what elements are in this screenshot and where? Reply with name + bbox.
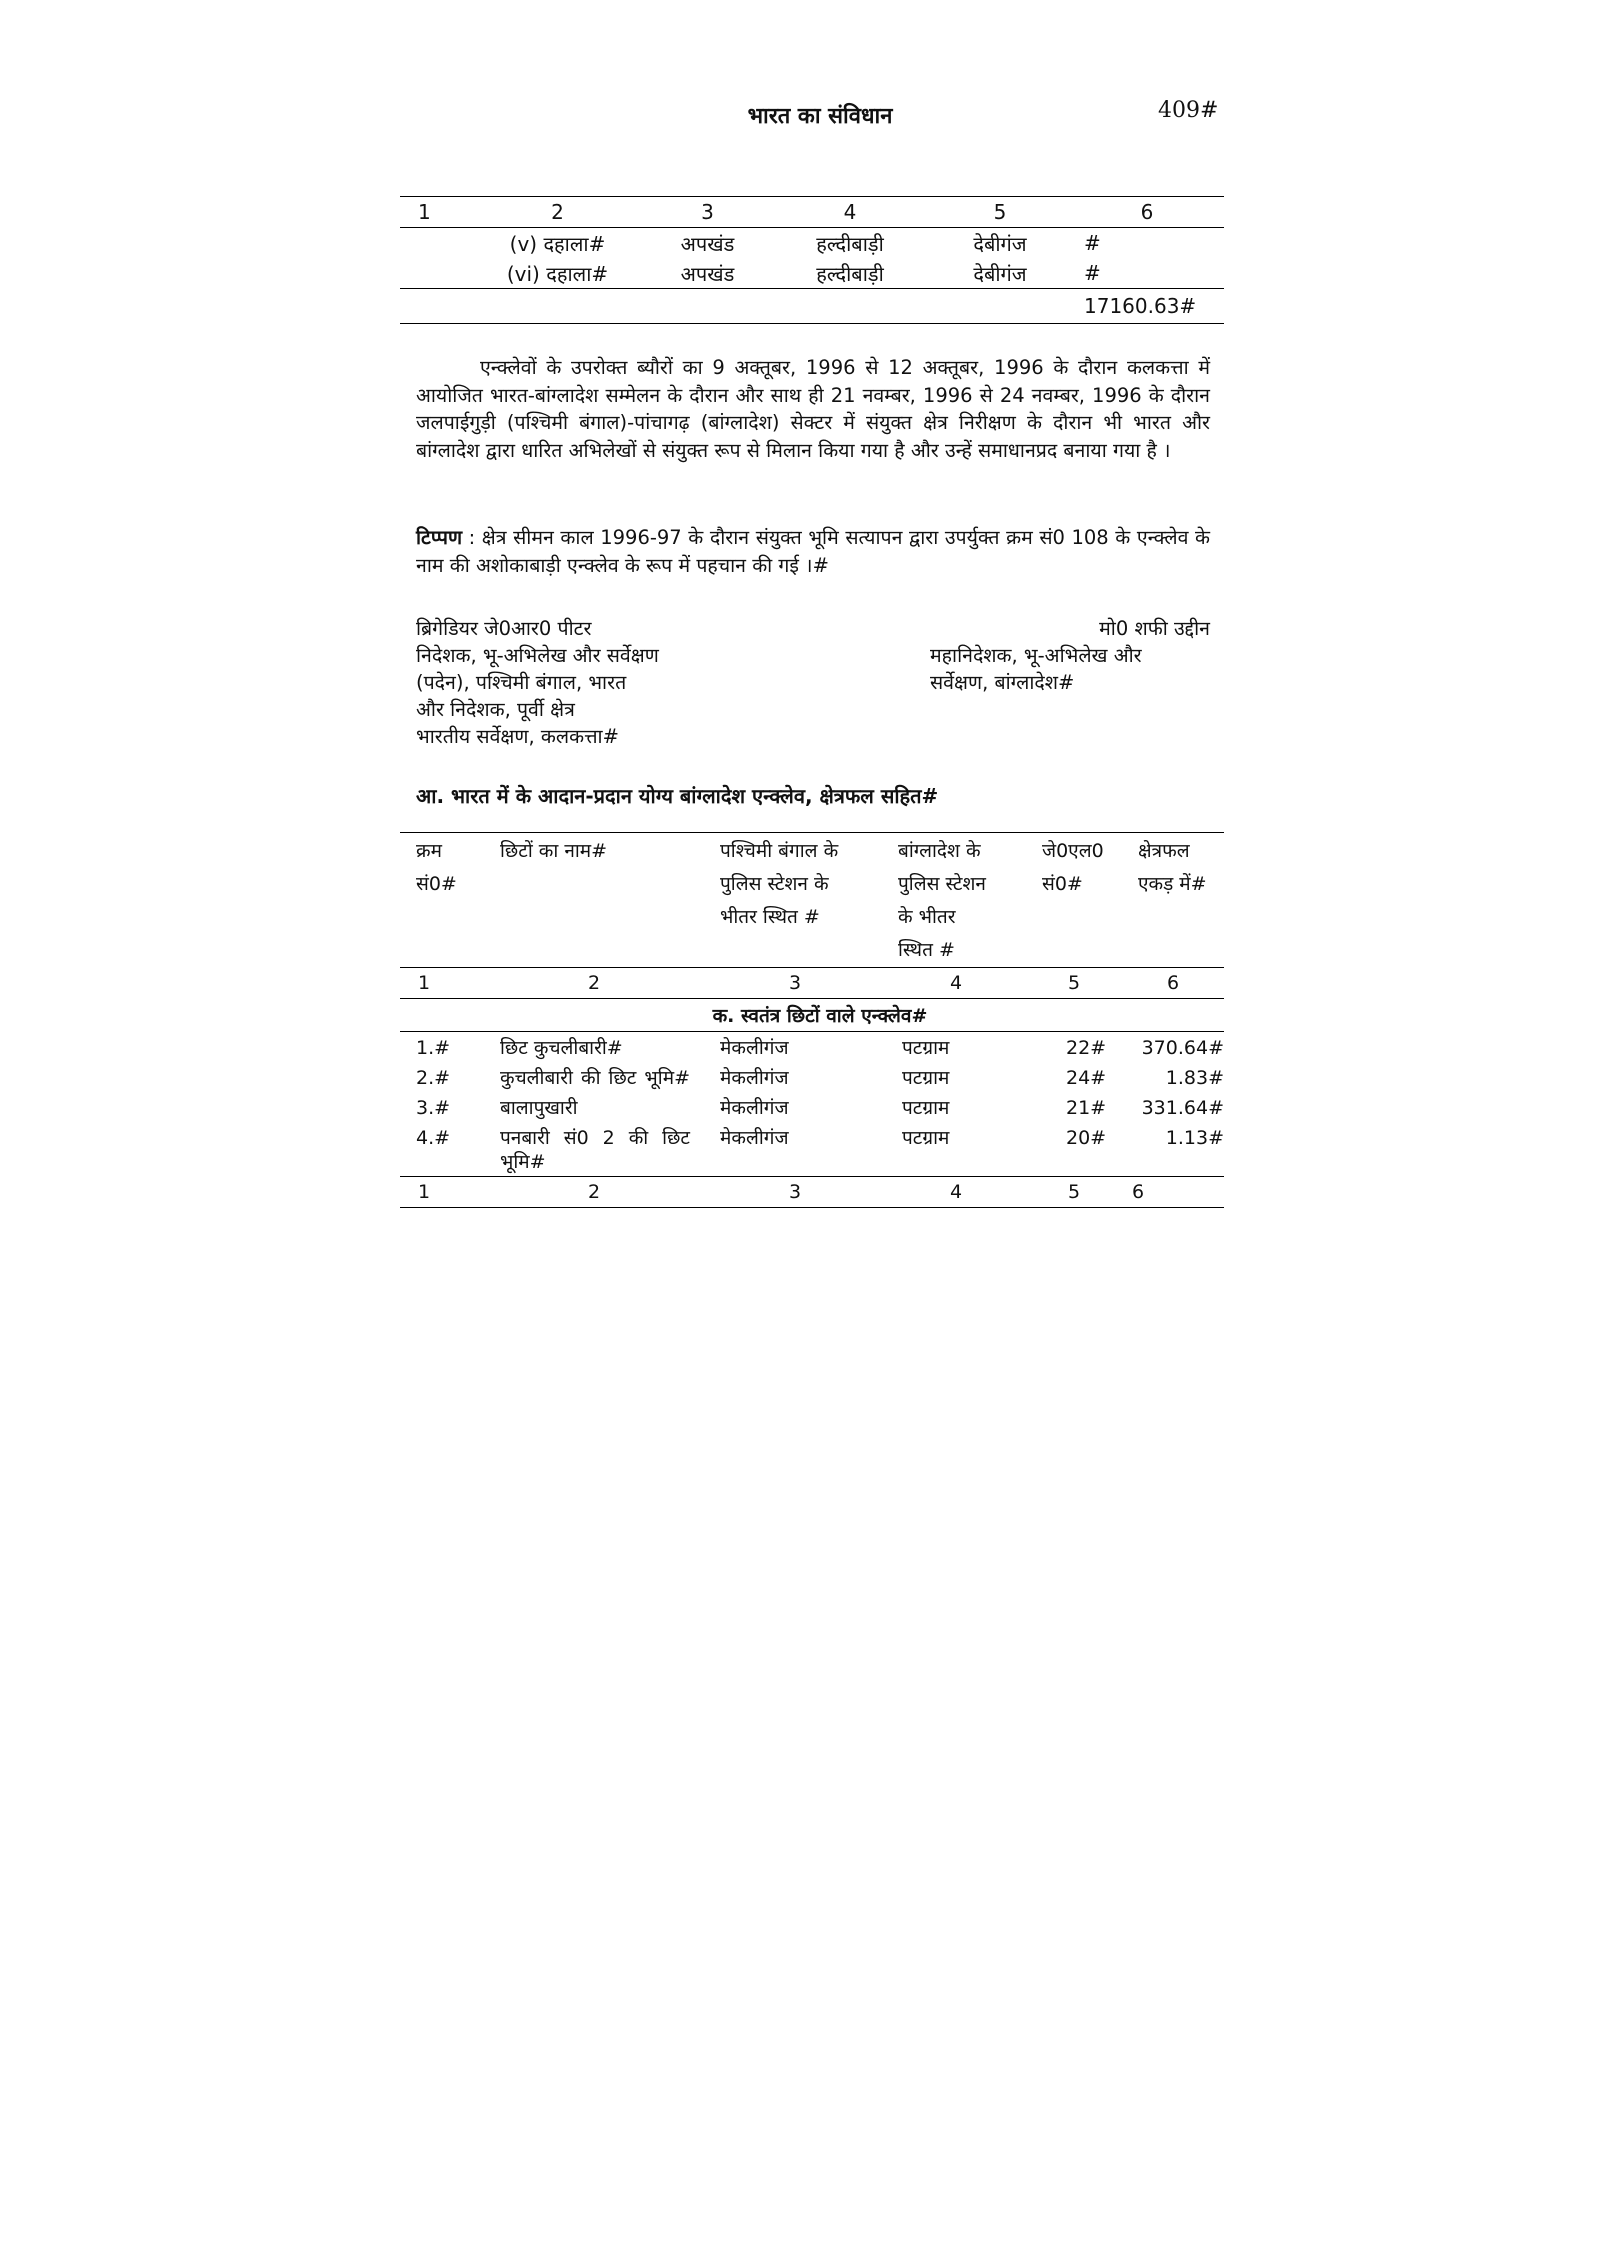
table-cell: देबीगंज [930,258,1070,289]
column-number: 5 [1026,1177,1122,1208]
column-number: 1 [400,197,470,228]
cell-enclave-name: छिट कुचलीबारी# [500,1037,623,1059]
cell-wb-police-station: मेकलीगंज [720,1067,789,1089]
table-subheading: क. स्वतंत्र छिटों वाले एन्क्लेव# [400,999,1224,1032]
cell-bd-police-station: पटग्राम [902,1097,950,1119]
column-number: 5 [930,197,1070,228]
table-cell: # [1070,258,1224,289]
column-number: 6 [1122,968,1224,999]
table-cell: # [1084,231,1101,255]
table-cell: अपखंड [645,258,770,289]
table-row [400,258,1224,289]
column-number: 2 [470,197,645,228]
signatory-line: भारतीय सर्वेक्षण, कलकत्ता# [416,725,619,748]
signatory-line: (पदेन), पश्चिमी बंगाल, भारत [416,671,627,694]
cell-area: 1.83# [1165,1067,1224,1089]
table-cell: हल्दीबाड़ी [816,231,884,256]
header-wb-police-station: पश्चिमी बंगाल के पुलिस स्टेशन के भीतर स्थित # [720,840,839,928]
cell-serial: 4.# [416,1127,451,1149]
column-number: 4 [886,968,1026,999]
paragraph-text: एन्क्लेवों के उपरोक्त ब्यौरों का 9 अक्तूबर, 1996 से 12 अक्तूबर, 1996 के दौरान कलकत्ता में आयोजित भारत-बांग्लादेश सम्मेलन के दौरान और साथ ही 21 नवम्बर, 1996 से 24 नवम्बर, 1996 के दौरान जलपाईगुड़ी (पश्चिमी बंगाल)-पांचागढ़ (बांग्लादेश) सेक्टर में संयुक्त क्षेत्र निरीक्षण के दौरान भी भारत और बांग्लादेश द्वारा धारित अभिलेखों से संयुक्त रूप से मिलान किया गया है और उन्हें समाधानप्रद बनाया गया है । [416,356,1210,462]
table-cell: अपखंड [680,231,735,256]
table-row [400,1062,1224,1092]
signatory-line: ब्रिगेडियर जे0आर0 पीटर [416,617,592,640]
table-row [400,1032,1224,1063]
cell-enclave-name: कुचलीबारी की छिट भूमि# [500,1067,690,1089]
signatory-line: महानिदेशक, भू-अभिलेख और [930,644,1142,667]
table-cell [400,228,470,259]
cell-wb-police-station: मेकलीगंज [720,1097,789,1119]
header-enclave-name: छिटों का नाम# [500,840,608,862]
cell-wb-police-station: मेकलीगंज [720,1127,789,1149]
cell-area: 331.64# [1141,1097,1224,1119]
column-number: 6 [1070,197,1224,228]
enclave-table-continued [400,196,1224,324]
signatory-line: मो0 शफी उद्दीन [1099,617,1210,640]
note-text: : क्षेत्र सीमन काल 1996-97 के दौरान संयुक्त भूमि सत्यापन द्वारा उपर्युक्त क्रम सं0 108 के एन्क्लेव के नाम की अशोकाबाड़ी एन्क्लेव के रूप में पहचान की गई ।# [416,526,1210,577]
section-heading: आ. भारत में के आदान-प्रदान योग्य बांग्लादेश एन्क्लेव, क्षेत्रफल सहित# [416,784,939,808]
header-area: क्षेत्रफल एकड़ में# [1138,840,1207,895]
table-total-row [400,289,1224,324]
cell-jl-number: 24# [1066,1067,1107,1089]
cell-serial: 2.# [416,1067,451,1089]
signatory-line: निदेशक, भू-अभिलेख और सर्वेक्षण [416,644,659,667]
column-number: 2 [484,1177,704,1208]
table-cell [400,258,470,289]
cell-wb-police-station: मेकलीगंज [720,1037,789,1059]
signatory-line: और निदेशक, पूर्वी क्षेत्र [416,698,575,721]
page-number: 409# [1158,98,1219,123]
cell-serial: 3.# [416,1097,451,1119]
column-number: 4 [770,197,930,228]
cell-jl-number: 22# [1066,1037,1107,1059]
table-column-numbers [400,968,1224,999]
table-row [400,1122,1224,1177]
cell-bd-police-station: पटग्राम [902,1067,950,1089]
table-header-row [400,833,1224,968]
table-cell: देबीगंज [973,231,1027,256]
cell-area: 1.13# [1165,1127,1224,1149]
header-jl-number: जे0एल0 सं0# [1042,840,1104,895]
header-bd-police-station: बांग्लादेश के पुलिस स्टेशन के भीतर स्थित # [898,840,986,961]
table-row [400,1092,1224,1122]
column-number: 3 [645,197,770,228]
header-serial: क्रम सं0# [416,840,457,895]
column-number: 5 [1026,968,1122,999]
note-paragraph [416,524,1210,579]
table-cell: हल्दीबाड़ी [770,258,930,289]
column-number: 4 [886,1177,1026,1208]
column-number: 1 [400,1177,484,1208]
table-cell: (v) दहाला# [509,231,606,256]
signatory-india [416,615,659,750]
column-number: 3 [704,1177,886,1208]
table-row [400,228,1224,259]
signatory-line: सर्वेक्षण, बांग्लादेश# [930,671,1075,694]
cell-jl-number: 21# [1066,1097,1107,1119]
table-total: 17160.63# [1070,289,1224,324]
reconciliation-paragraph [416,354,1210,464]
cell-enclave-name: पनबारी सं0 2 की छिट भूमि# [500,1127,690,1173]
table-cell: (vi) दहाला# [470,258,645,289]
table-column-numbers [400,197,1224,228]
column-number: 1 [400,968,484,999]
signatory-bangladesh [930,615,1210,696]
table-footer-numbers [400,1177,1224,1208]
table-subheading-row [400,999,1224,1032]
column-number: 2 [484,968,704,999]
cell-bd-police-station: पटग्राम [902,1127,950,1149]
column-number: 3 [704,968,886,999]
column-number: 6 [1122,1177,1224,1208]
bangladesh-enclave-table [400,832,1224,1208]
cell-enclave-name: बालापुखारी [500,1097,578,1119]
cell-serial: 1.# [416,1037,451,1059]
note-label: टिप्पण [416,526,463,549]
cell-area: 370.64# [1141,1037,1224,1059]
cell-bd-police-station: पटग्राम [902,1037,950,1059]
cell-jl-number: 20# [1066,1127,1107,1149]
page-title: भारत का संविधान [747,104,893,129]
